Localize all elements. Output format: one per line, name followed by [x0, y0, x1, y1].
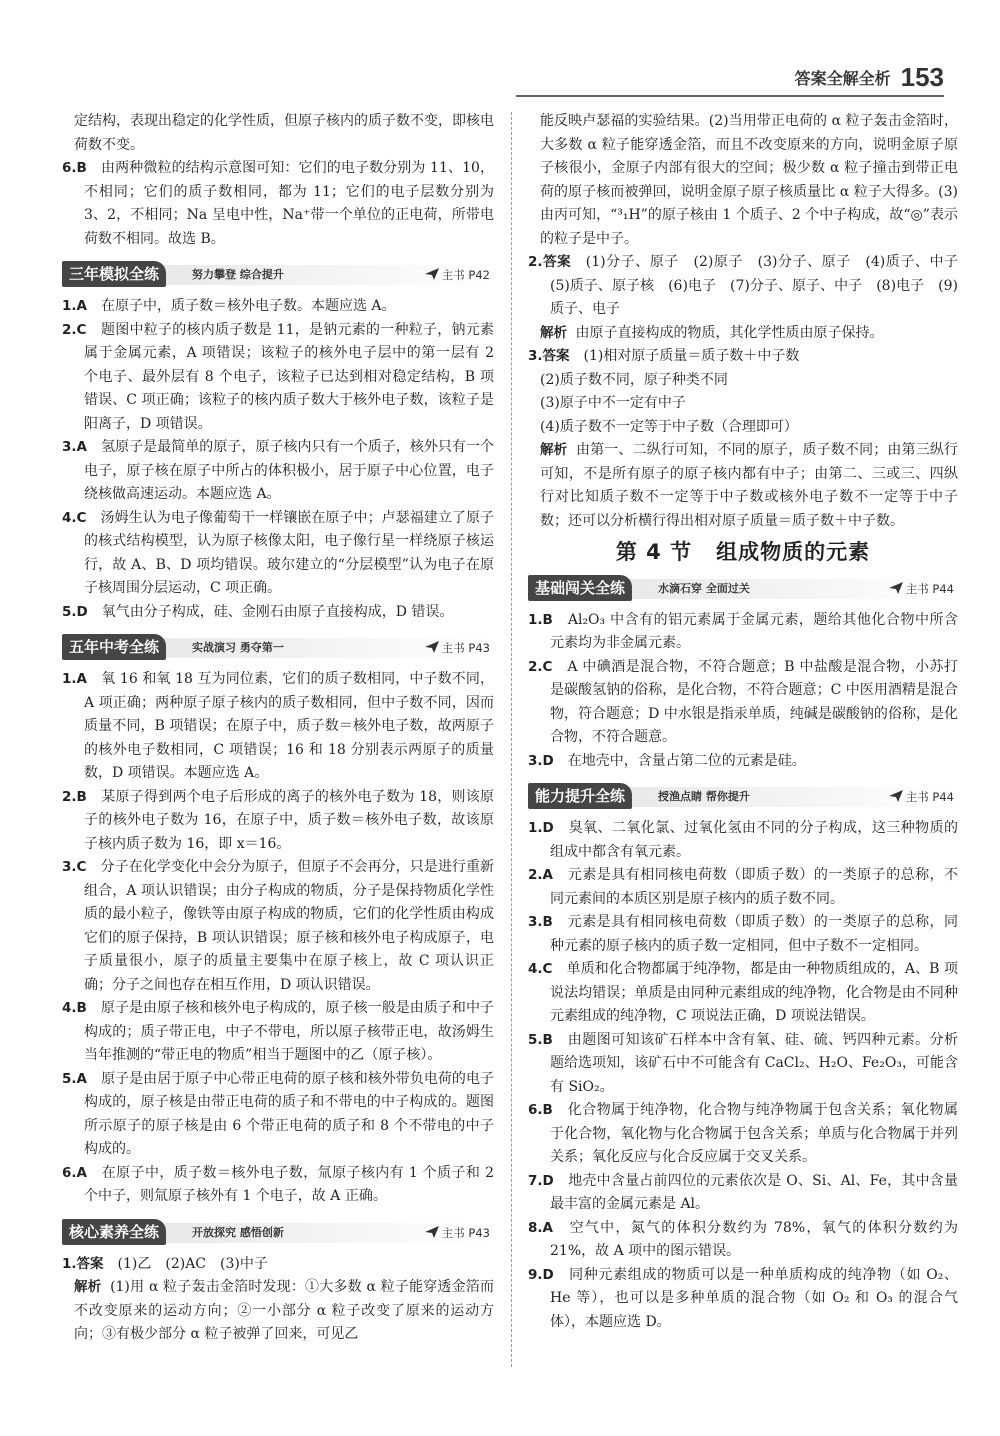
right-column	[528, 110, 973, 1334]
section-title: 基础闯关全练	[528, 575, 632, 601]
page-header	[795, 62, 944, 92]
section-header-sannian	[62, 261, 494, 289]
list-item: 4.C 汤姆生认为电子像葡萄干一样镶嵌在原子中；卢瑟福建立了原子的核式结构模型，认为原子核像太阳，电子像行星一样绕原子核运行，故 A、B、D 项均错误。玻尔建立的“分层模型”认为电子在原子核周围分层运动，C 项正确。	[62, 509, 494, 596]
list-item: 2.C 题图中粒子的核内质子数是 11，是钠元素的一种粒子，钠元素属于金属元素，A 项错误；该粒子的核外电子层中的第一层有 2 个电子、最外层有 8 个电子，该粒子已达到相对稳定结构，B 项错误、C 项正确；该粒子的核内质子数大于核外电子数，该粒子是阳离子，D 项错误。	[62, 321, 495, 432]
list-item: 2.C A 中碘酒是混合物，不符合题意；B 中盐酸是混合物，小苏打是碳酸氢钠的俗称，是化合物，不符合题意；C 中医用酒精是混合物，符合题意；D 中水银是指汞单质，纯碱是碳酸钠的俗称，是化合物，不符合题意。	[528, 658, 958, 745]
left-column	[62, 110, 494, 1347]
section-tagline: 授渔点睛 帮你提升	[658, 790, 750, 803]
page-number: 153	[900, 61, 944, 92]
list-item: 6.B 化合物属于纯净物，化合物与纯净物属于包含关系；氧化物属于化合物，氧化物与化合物属于包含关系；单质与化合物属于并列关系；氧化反应与化合反应属于交叉关系。	[528, 1102, 959, 1165]
list-item: 5.D 氧气由分子构成，硅、金刚石由原子直接构成，D 错误。	[62, 603, 454, 620]
hexin-q3-line: (2)质子数不同，原子种类不同	[540, 371, 728, 388]
list-item: 1.D 臭氧、二氧化氯、过氧化氢由不同的分子构成，这三种物质的组成中都含有氧元素。	[528, 820, 959, 860]
section-header-hexin	[62, 1219, 494, 1247]
section-ref: 主书 P44	[889, 787, 954, 807]
item-text: 由两种微粒的结构示意图可知：它们的电子数分别为 11、10，不相同；它们的质子数相同，都为 11；它们的电子层数分别为 3、2，不相同；Na 呈电中性，Na⁺带一个单位的正电荷，所带电荷数不相同。故选 B。	[84, 160, 495, 247]
chapter-heading	[528, 541, 958, 565]
hexin-q2-answer: 2.答案 (1)分子、原子 (2)原子 (3)分子、原子 (4)质子、中子 (5)质子、原子核 (6)电子 (7)分子、原子、中子 (8)电子 (9)质子、电子	[528, 254, 973, 317]
section-ref: 主书 P43	[425, 638, 490, 658]
section-tagline: 开放探究 感悟创新	[192, 1225, 284, 1239]
list-item: 4.B 原子是由原子核和核外电子构成的，原子核一般是由质子和中子构成的；质子带正电，中子不带电，所以原子核带正电，故汤姆生当年推测的“带正电的物质”相当于题图中的乙（原子核）。	[62, 1000, 495, 1063]
section-ref: 主书 P43	[425, 1223, 490, 1243]
hexin-q2-analysis: 解析 由原子直接构成的物质，其化学性质由原子保持。	[540, 324, 884, 341]
nengli-items	[528, 817, 958, 1334]
paper-plane-icon	[889, 790, 903, 802]
section-tagline: 努力攀登 综合提升	[192, 268, 284, 281]
section-tagline: 水滴石穿 全面过关	[658, 581, 750, 595]
jichu-items	[528, 609, 958, 774]
section-tagline: 实战演习 勇夺第一	[192, 641, 284, 654]
paper-plane-icon	[889, 582, 903, 594]
hexin-q1-answer: 1.答案 (1)乙 (2)AC (3)中子	[62, 1255, 268, 1272]
list-item: 2.A 元素是具有相同核电荷数（即质子数）的一类原子的总称，不同元素间的本质区别是原子核内的质子数不同。	[528, 867, 959, 907]
chapter-title: 组成物质的元素	[716, 540, 871, 564]
column-divider	[511, 112, 512, 1367]
hexin-q3-answer: 3.答案 (1)相对原子质量＝质子数＋中子数	[528, 348, 800, 364]
list-item: 1.A 在原子中，质子数＝核外电子数。本题应选 A。	[62, 298, 396, 314]
section-title: 五年中考全练	[62, 634, 166, 660]
paper-plane-icon	[425, 1226, 439, 1238]
list-item: 3.D 在地壳中，含量占第二位的元素是硅。	[528, 752, 806, 769]
header-title: 答案全解全析	[794, 68, 891, 88]
wunian-items	[62, 668, 494, 1209]
list-item: 5.A 原子是由居于原子中心带正电荷的原子核和核外带负电荷的电子构成的，原子核是由带正电荷的质子和不带电的中子构成的。题图所示原子的原子核是由 6 个带正电荷的质子和 8 个不带电的中子构成的。	[62, 1070, 495, 1157]
list-item: 3.A 氢原子是最简单的原子，原子核内只有一个质子，核外只有一个电子，原子核在原子中所占的体积极小，居于原子中心位置，电子绕核做高速运动。本题应选 A。	[62, 439, 495, 502]
paper-plane-icon	[425, 641, 439, 653]
section-title: 能力提升全练	[528, 783, 632, 809]
hexin-q1-analysis: 解析 (1)用 α 粒子轰击金箔时发现：①大多数 α 粒子能穿透金箔而不改变原来的运动方向；②一小部分 α 粒子改变了原来的运动方向；③有极少部分 α 粒子被弹了回来，可见乙	[74, 1279, 495, 1342]
list-item: 1.A 氧 16 和氧 18 互为同位素，它们的质子数相同，中子数不同，A 项正确；两种原子原子核内的质子数相同，但中子数不同，因而质量不同，B 项错误；在原子中，质子数＝核外电子数，故两原子的核外电子数相同，C 项错误；16 和 18 分别表示两原子的质量数，D 项错误。本题应选 A。	[62, 671, 494, 781]
list-item: 4.C 单质和化合物都属于纯净物，都是由一种物质组成的，A、B 项说法均错误；单质是由同种元素组成的纯净物，化合物是由不同种元素组成的纯净物，C 项说法正确，D 项说法错误。	[528, 961, 958, 1024]
list-item: 3.B 元素是具有相同核电荷数（即质子数）的一类原子的总称，同种元素的原子核内的质子数一定相同，但中子数不一定相同。	[528, 914, 959, 954]
list-item: 3.C 分子在化学变化中会分为原子，但原子不会再分，只是进行重新组合，A 项认识错误；由分子构成的物质，分子是保持物质化学性质的最小粒子，像铁等由原子构成的物质，它们的化学性质由构成它们的原子保持，B 项认识错误；原子核和核外电子构成原子，电子质量很小，原子的质量主要集中在原子核上，故 C 项认识正确；分子之间也存在相互作用，D 项认识错误。	[62, 859, 494, 993]
intro-continuation: 定结构，表现出稳定的化学性质，但原子核内的质子数不变，即核电荷数不变。	[74, 113, 494, 153]
section-title: 三年模拟全练	[62, 261, 166, 287]
hexin-q3-line: (3)原子中不一定有中子	[540, 395, 686, 411]
item-number: 6.B	[62, 160, 87, 176]
header-rule	[516, 95, 944, 97]
list-item: 5.B 由题图可知该矿石样本中含有氧、硅、硫、钙四种元素。分析题给选项知，该矿石中不可能含有 CaCl₂、H₂O、Fe₂O₃，可能含有 SiO₂。	[528, 1031, 959, 1095]
section-header-nengli	[528, 783, 958, 811]
section-title: 核心素养全练	[62, 1219, 166, 1245]
hexin-q3-analysis: 解析 由第一、二纵行可知，不同的原子，质子数不同；由第三纵行可知，不是所有原子的原子核内都有中子；由第二、三或三、四纵行对比知质子数不一定等于中子数或核外电子数不一定等于中子数；还可以分析横行得出相对原子质量＝质子数＋中子数。	[540, 442, 959, 529]
hexin-q1-continuation: 能反映卢瑟福的实验结果。(2)当用带正电荷的 α 粒子轰击金箔时，大多数 α 粒子能穿透金箔，而且不改变原来的方向，说明金原子原子核很小，金原子内部有很大的空间；极少数 α 粒子撞击到带正电荷的原子核而被弹回，说明金原子原子核质量比 α 粒子大得多。(3)由丙可知，“³₁H”的原子核由 1 个质子、2 个中子构成，故“◎”表示的粒子是中子。	[540, 113, 958, 247]
list-item: 6.A 在原子中，质子数＝核外电子数，氚原子核内有 1 个质子和 2 个中子，则氚原子核外有 1 个电子，故 A 正确。	[62, 1164, 494, 1204]
hexin-q3-line: (4)质子数不一定等于中子数（合理即可）	[540, 418, 798, 435]
list-item: 1.B Al₂O₃ 中含有的铝元素属于金属元素，题给其他化合物中所含元素均为非金属元素。	[528, 611, 959, 651]
list-item: 7.D 地壳中含量占前四位的元素依次是 O、Si、Al、Fe，其中含量最丰富的金属元素是 Al。	[528, 1172, 958, 1212]
section-ref: 主书 P44	[889, 579, 954, 599]
section-header-wunian	[62, 634, 494, 662]
section-ref: 主书 P42	[425, 265, 490, 285]
intro-q6	[62, 157, 494, 251]
section-header-jichu	[528, 575, 958, 603]
list-item: 9.D 同种元素组成的物质可以是一种单质构成的纯净物（如 O₂、He 等），也可以是多种单质的混合物（如 O₂ 和 O₃ 的混合气体），本题应选 D。	[528, 1266, 958, 1330]
list-item: 8.A 空气中，氮气的体积分数约为 78%，氧气的体积分数约为 21%，故 A 项中的图示错误。	[528, 1219, 958, 1259]
paper-plane-icon	[425, 268, 439, 280]
sannian-items	[62, 295, 494, 624]
chapter-section: 第 4 节	[615, 540, 693, 564]
list-item: 2.B 某原子得到两个电子后形成的离子的核外电子数为 18，则该原子的核外电子数为 16，在原子中，质子数＝核外电子数，故该原子核内质子数为 16，即 x＝16。	[62, 788, 495, 852]
